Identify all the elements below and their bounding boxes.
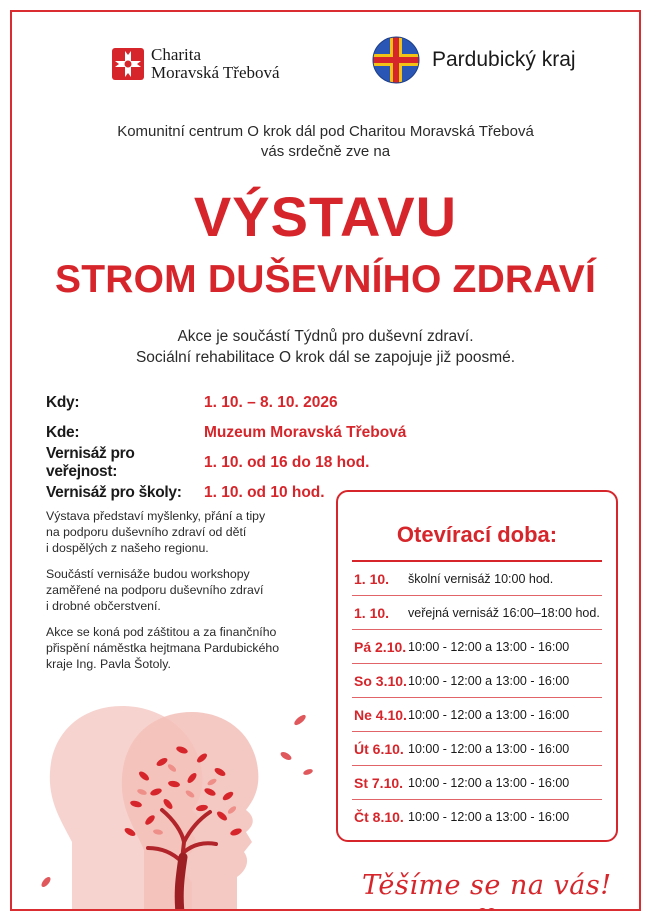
hours-time: 10:00 - 12:00 a 13:00 - 16:00 <box>408 707 570 722</box>
poster-frame <box>10 10 641 911</box>
info-row-where <box>46 418 466 448</box>
hours-row <box>352 800 602 834</box>
pardubicky-kraj-logo <box>372 36 576 84</box>
lead-line-2: Sociální rehabilitace O krok dál se zapojuje již poosmé. <box>135 349 516 366</box>
desc-line: i dospělých z našeho regionu. <box>46 541 209 555</box>
charita-name: Charita <box>151 45 202 64</box>
opening-hours-title: Otevírací doba: <box>396 522 558 547</box>
opening-hours-box <box>336 490 618 842</box>
hours-day: 1. 10. <box>354 570 390 587</box>
info-value: 1. 10. od 16 do 18 hod. <box>204 454 370 471</box>
hours-time: 10:00 - 12:00 a 13:00 - 16:00 <box>408 810 570 824</box>
heart-icon <box>478 908 496 911</box>
lead-line-1: Akce je součástí Týdnů pro duševní zdraví. <box>177 328 474 345</box>
description-paragraph-1 <box>46 508 326 556</box>
hours-time: veřejná vernisáž 16:00–18:00 hod. <box>408 605 600 620</box>
hours-row <box>352 766 602 800</box>
head-profile-tree-icon <box>32 692 332 911</box>
opening-hours-list <box>352 562 602 834</box>
info-label: Vernisáž pro školy: <box>46 484 182 501</box>
title-sub: STROM DUŠEVNÍHO ZDRAVÍ <box>54 258 597 301</box>
description-paragraph-3 <box>46 624 326 672</box>
intro-line-2: vás srdečně zve na <box>260 143 391 160</box>
desc-line: Součástí vernisáže budou workshopy <box>46 567 250 581</box>
description <box>46 508 326 682</box>
intro-line-1: Komunitní centrum O krok dál pod Charitou Moravská Třebová <box>117 123 534 140</box>
hours-day: Ne 4.10. <box>354 706 407 723</box>
charita-logo <box>112 46 280 82</box>
hours-day: So 3.10. <box>354 672 407 689</box>
charita-cross-icon <box>112 48 144 80</box>
desc-line: přispění náměstka hejtmana Pardubického <box>46 641 280 655</box>
hours-day: 1. 10. <box>354 604 390 621</box>
hours-time: školní vernisáž 10:00 hod. <box>408 571 554 586</box>
intro-text <box>12 122 639 162</box>
desc-line: na podporu duševního zdraví od dětí <box>46 525 247 539</box>
hours-row <box>352 664 602 698</box>
hours-day: St 7.10. <box>354 774 404 791</box>
kraj-name: Pardubický kraj <box>432 48 576 71</box>
hours-row <box>352 562 602 596</box>
lead-text <box>12 326 639 368</box>
hours-time: 10:00 - 12:00 a 13:00 - 16:00 <box>408 673 570 688</box>
pardubicky-kraj-emblem-icon <box>372 36 420 84</box>
closing-text: Těšíme se na vás! <box>362 870 612 901</box>
title-main: VÝSTAVU <box>193 185 458 248</box>
desc-line: zaměřené na podporu duševního zdraví <box>46 583 264 597</box>
description-paragraph-2 <box>46 566 326 614</box>
info-label: Kdy: <box>46 394 80 411</box>
info-row-when <box>46 388 466 418</box>
hours-row <box>352 698 602 732</box>
hours-row <box>352 630 602 664</box>
info-value: Muzeum Moravská Třebová <box>204 424 407 441</box>
hours-time: 10:00 - 12:00 a 13:00 - 16:00 <box>408 639 570 654</box>
hours-time: 10:00 - 12:00 a 13:00 - 16:00 <box>408 741 570 756</box>
desc-line: i drobné občerstvení. <box>46 599 161 613</box>
info-label: Vernisáž pro veřejnost: <box>46 445 135 480</box>
hours-day: Út 6.10. <box>354 740 404 757</box>
desc-line: kraje Ing. Pavla Šotoly. <box>46 657 171 671</box>
info-value: 1. 10. – 8. 10. 2026 <box>204 394 338 411</box>
hours-row <box>352 732 602 766</box>
hours-time: 10:00 - 12:00 a 13:00 - 16:00 <box>408 775 570 790</box>
info-row-public-opening <box>46 445 466 480</box>
hours-day: Čt 8.10. <box>354 809 404 825</box>
desc-line: Akce se koná pod záštitou a za finančního <box>46 625 277 639</box>
hours-day: Pá 2.10. <box>354 638 407 655</box>
hours-row <box>352 596 602 630</box>
charita-location: Moravská Třebová <box>151 63 280 82</box>
info-label: Kde: <box>46 424 80 441</box>
info-value: 1. 10. od 10 hod. <box>204 484 325 501</box>
desc-line: Výstava představí myšlenky, přání a tipy <box>46 509 266 523</box>
